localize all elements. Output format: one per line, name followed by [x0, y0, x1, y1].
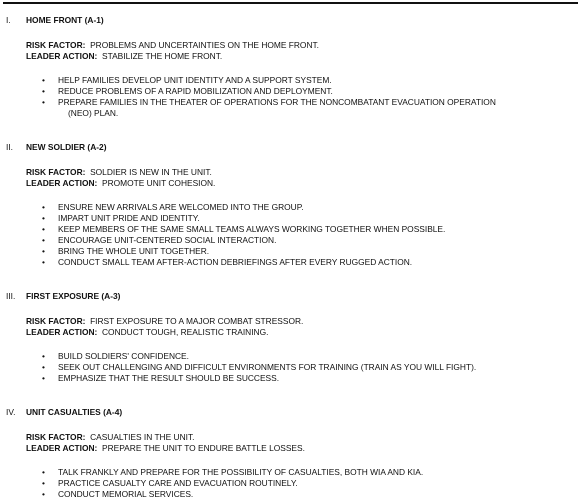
list-item: • BUILD SOLDIERS' CONFIDENCE. [42, 351, 189, 361]
bullet-icon: • [42, 467, 45, 477]
risk-leader-block [26, 432, 580, 454]
list-item: • TALK FRANKLY AND PREPARE FOR THE POSSIBILITY OF CASUALTIES, BOTH WIA AND KIA. [42, 467, 424, 477]
bullet-icon: • [42, 257, 45, 267]
bullet-icon: • [42, 478, 45, 488]
risk-leader-block [26, 316, 580, 338]
bullet-icon: • [42, 362, 45, 372]
risk-factor-line [26, 316, 580, 327]
bullet-icon: • [42, 224, 45, 234]
leader-action-text: CONDUCT TOUGH, REALISTIC TRAINING. [102, 327, 269, 337]
list-item: • CONDUCT MEMORIAL SERVICES. [42, 489, 194, 499]
section-title: FIRST EXPOSURE (A-3) [26, 291, 121, 301]
section-number: IV. [6, 407, 16, 417]
leader-action-line [26, 51, 580, 62]
section-number: II. [6, 142, 13, 152]
list-item-continuation: (NEO) PLAN. [68, 108, 119, 118]
leader-action-label: LEADER ACTION: [26, 51, 98, 61]
bullet-list [0, 467, 580, 500]
section-first-exposure [0, 291, 580, 384]
document-body [0, 15, 580, 500]
list-item: • EMPHASIZE THAT THE RESULT SHOULD BE SUCCESS. [42, 373, 280, 383]
section-title: UNIT CASUALTIES (A-4) [26, 407, 123, 417]
list-item-text: PREPARE FAMILIES IN THE THEATER OF OPERATIONS FOR THE NONCOMBATANT EVACUATION OPERATION [58, 97, 496, 107]
bullet-icon: • [42, 235, 45, 245]
bullet-icon: • [42, 351, 45, 361]
list-item: • IMPART UNIT PRIDE AND IDENTITY. [42, 213, 200, 223]
section-heading [0, 291, 580, 302]
list-item: • BRING THE WHOLE UNIT TOGETHER. [42, 246, 210, 256]
leader-action-label: LEADER ACTION: [26, 178, 98, 188]
section-number: I. [6, 15, 11, 25]
bullet-icon: • [42, 202, 45, 212]
list-item: • SEEK OUT CHALLENGING AND DIFFICULT ENVIRONMENTS FOR TRAINING (TRAIN AS YOU WILL FIGHT). [42, 362, 477, 372]
list-item: • ENCOURAGE UNIT-CENTERED SOCIAL INTERACTION. [42, 235, 277, 245]
bullet-icon: • [42, 97, 45, 107]
leader-action-label: LEADER ACTION: [26, 443, 98, 453]
bullet-list [0, 75, 580, 119]
leader-action-text: STABILIZE THE HOME FRONT. [102, 51, 223, 61]
leader-action-text: PREPARE THE UNIT TO ENDURE BATTLE LOSSES. [102, 443, 305, 453]
section-unit-casualties [0, 407, 580, 500]
bullet-icon: • [42, 86, 45, 96]
risk-factor-text: PROBLEMS AND UNCERTAINTIES ON THE HOME FRONT. [90, 40, 320, 50]
leader-action-line [26, 178, 580, 189]
bullet-icon: • [42, 213, 45, 223]
section-heading [0, 15, 580, 26]
risk-factor-line [26, 432, 580, 443]
risk-factor-text: FIRST EXPOSURE TO A MAJOR COMBAT STRESSOR. [90, 316, 304, 326]
list-item: • HELP FAMILIES DEVELOP UNIT IDENTITY AND A SUPPORT SYSTEM. [42, 75, 332, 85]
section-home-front [0, 15, 580, 119]
risk-leader-block [26, 40, 580, 62]
section-title: NEW SOLDIER (A-2) [26, 142, 107, 152]
leader-action-text: PROMOTE UNIT COHESION. [102, 178, 216, 188]
bullet-list [0, 351, 580, 384]
risk-factor-line [26, 40, 580, 51]
list-item: • REDUCE PROBLEMS OF A RAPID MOBILIZATION AND DEPLOYMENT. [42, 86, 333, 96]
risk-factor-label: RISK FACTOR: [26, 432, 86, 442]
list-item: • CONDUCT SMALL TEAM AFTER-ACTION DEBRIEFINGS AFTER EVERY RUGGED ACTION. [42, 257, 413, 267]
bullet-icon: • [42, 373, 45, 383]
risk-leader-block [26, 167, 580, 189]
list-item: • PRACTICE CASUALTY CARE AND EVACUATION ROUTINELY. [42, 478, 298, 488]
section-new-soldier [0, 142, 580, 268]
leader-action-line [26, 443, 580, 454]
list-item: • KEEP MEMBERS OF THE SAME SMALL TEAMS ALWAYS WORKING TOGETHER WHEN POSSIBLE. [42, 224, 446, 234]
risk-factor-text: CASUALTIES IN THE UNIT. [90, 432, 195, 442]
leader-action-label: LEADER ACTION: [26, 327, 98, 337]
risk-factor-line [26, 167, 580, 178]
bullet-icon: • [42, 75, 45, 85]
section-number: III. [6, 291, 16, 301]
bullet-list [0, 202, 580, 268]
risk-factor-label: RISK FACTOR: [26, 316, 86, 326]
risk-factor-label: RISK FACTOR: [26, 40, 86, 50]
top-rule [3, 2, 578, 4]
section-heading [0, 142, 580, 153]
bullet-icon: • [42, 246, 45, 256]
section-heading [0, 407, 580, 418]
list-item [0, 97, 580, 119]
risk-factor-text: SOLDIER IS NEW IN THE UNIT. [90, 167, 212, 177]
bullet-icon: • [42, 489, 45, 499]
leader-action-line [26, 327, 580, 338]
list-item: • ENSURE NEW ARRIVALS ARE WELCOMED INTO THE GROUP. [42, 202, 304, 212]
risk-factor-label: RISK FACTOR: [26, 167, 86, 177]
section-title: HOME FRONT (A-1) [26, 15, 104, 25]
